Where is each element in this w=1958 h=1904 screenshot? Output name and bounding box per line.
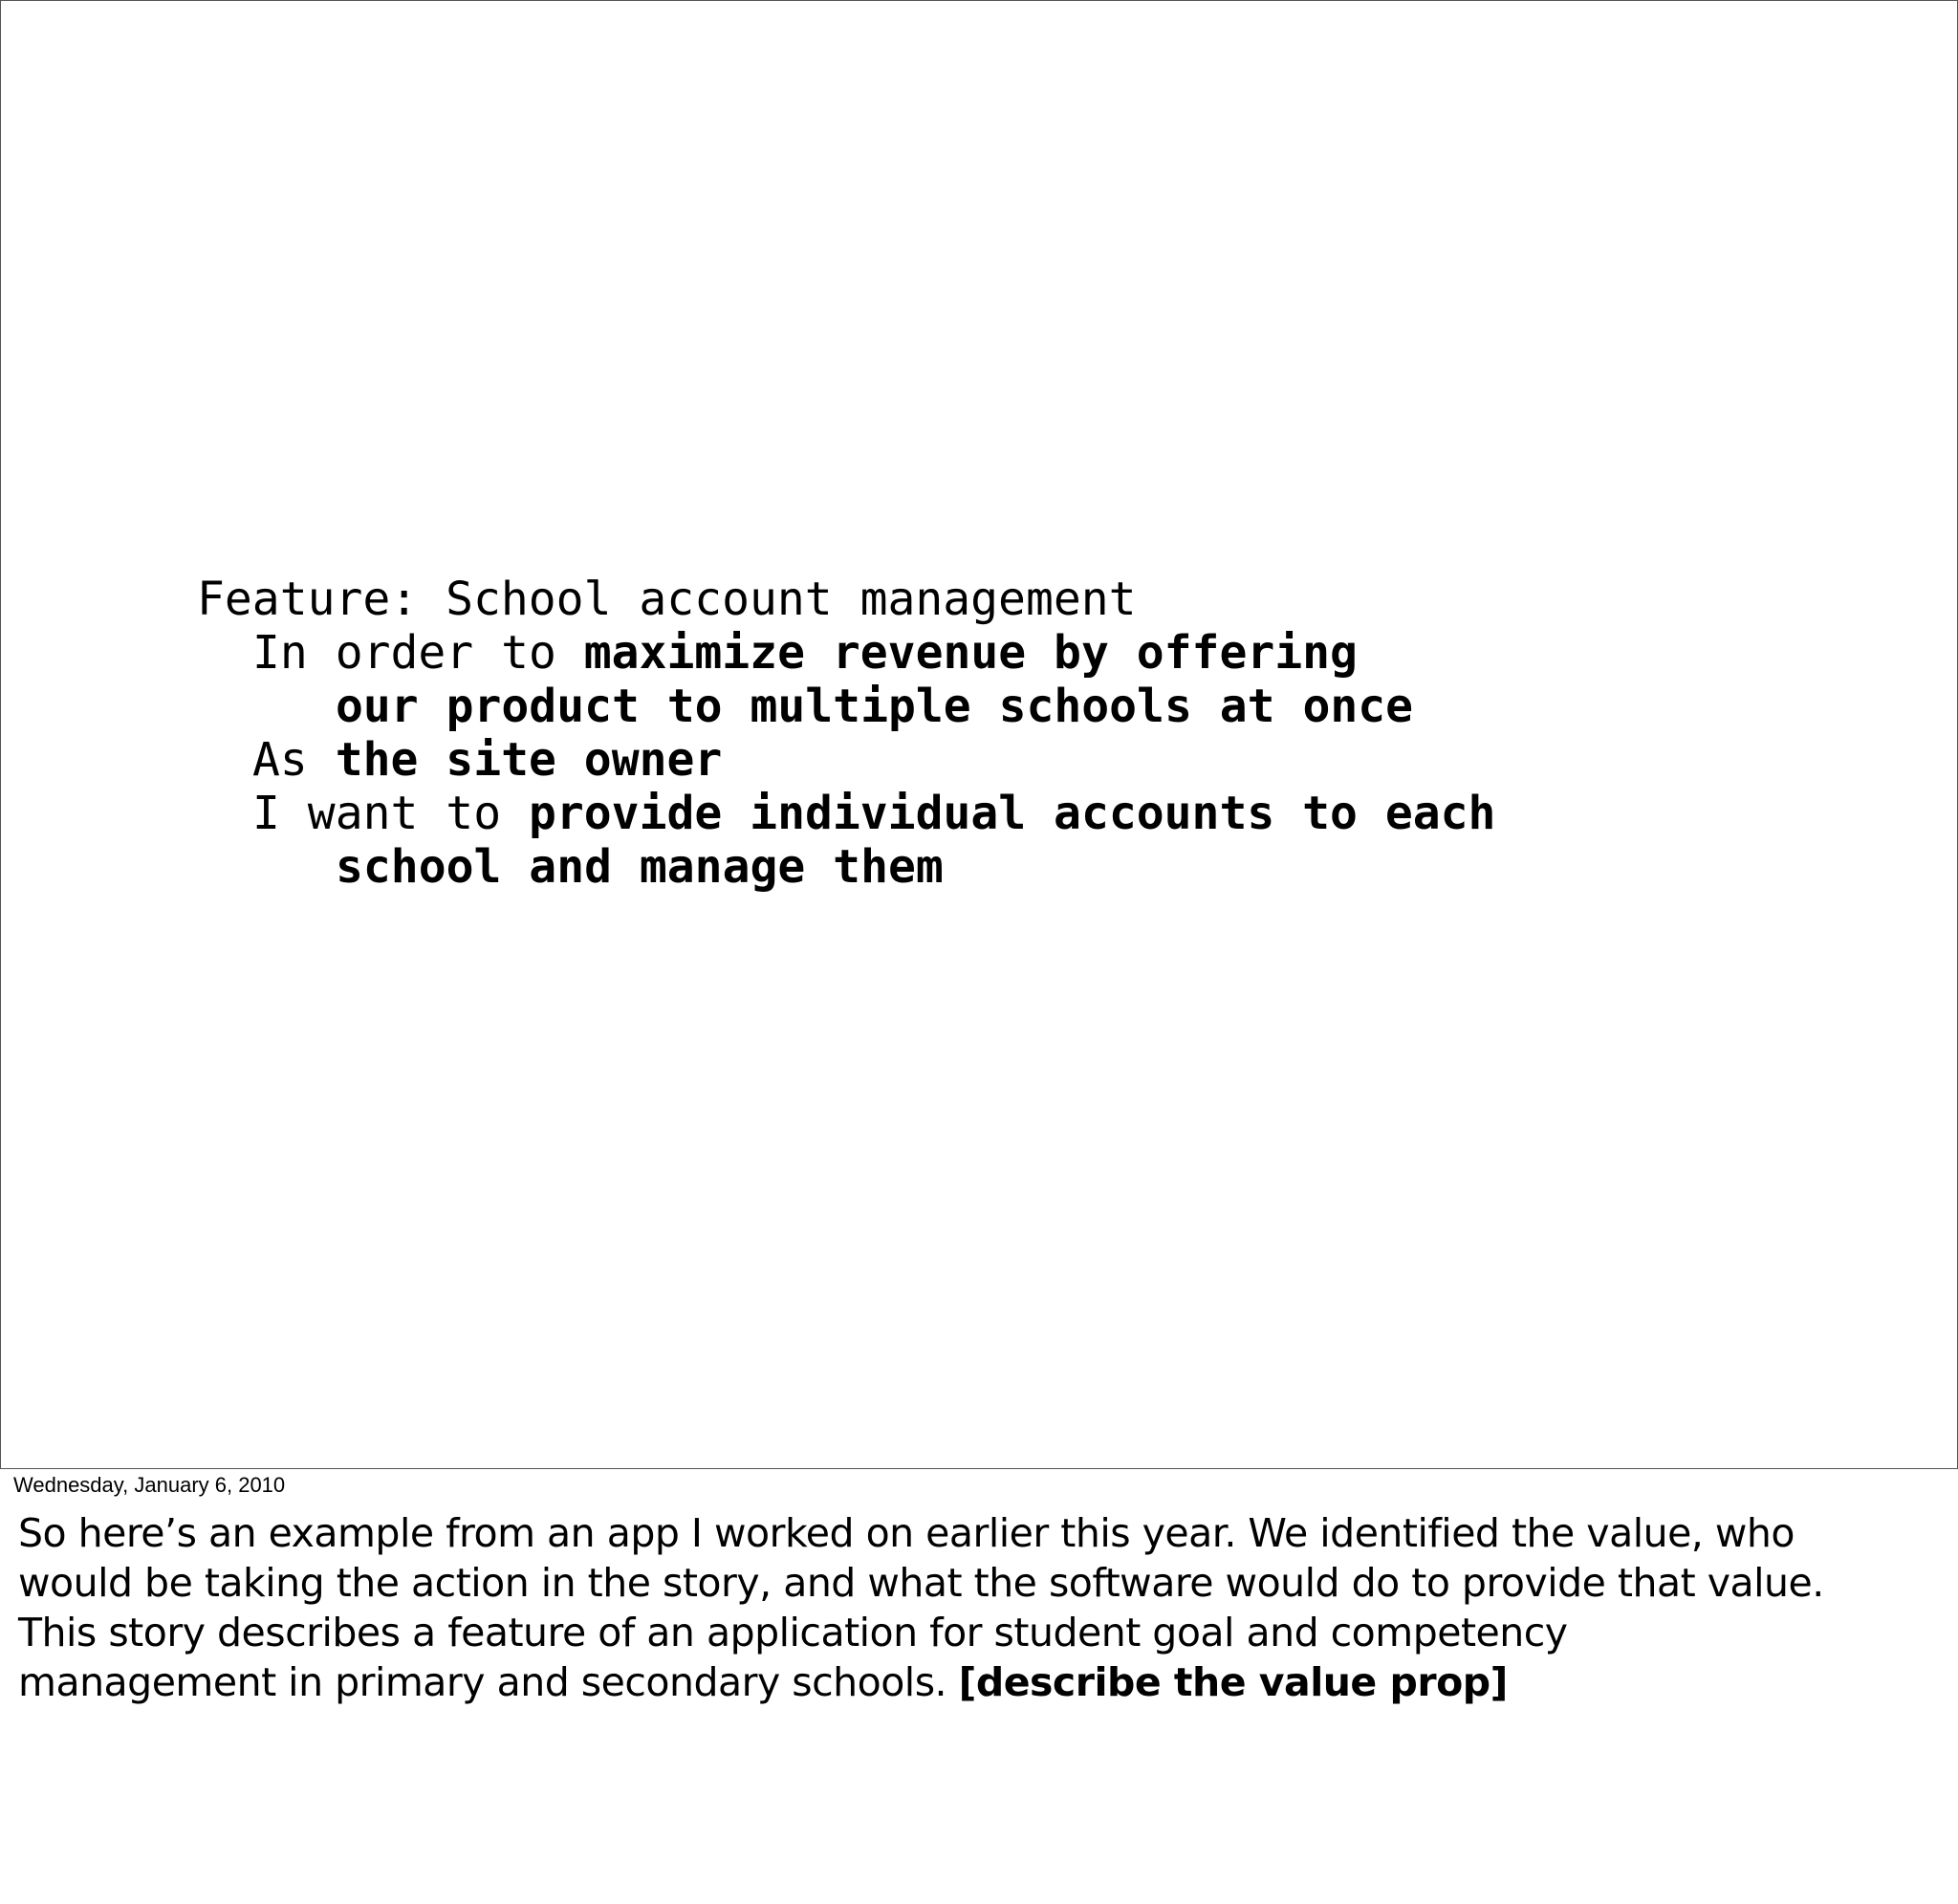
- gherkin-feature-block: [197, 573, 1495, 894]
- in-order-line: [197, 626, 1495, 680]
- in-order-value-1: maximize revenue by offering: [583, 626, 1358, 680]
- i-want-value-2: school and manage them: [336, 840, 944, 894]
- i-want-value-1: provide individual accounts to each: [528, 787, 1496, 840]
- notes-line-4: [18, 1657, 1945, 1707]
- as-role-line: [197, 733, 1495, 787]
- notes-line-2: would be taking the action in the story, and what the software would do to provide that value.: [18, 1560, 1824, 1606]
- as-prefix: As: [252, 733, 336, 787]
- notes-line-4-bold: [describe the value prop]: [958, 1659, 1508, 1705]
- as-role-value: the site owner: [335, 733, 723, 787]
- in-order-continuation-line: [197, 680, 1495, 733]
- in-order-prefix: In order to: [252, 626, 584, 680]
- feature-title: Feature: School account management: [197, 573, 1137, 626]
- notes-line-1: So here’s an example from an app I worked on earlier this year. We identified the value, who: [18, 1510, 1795, 1556]
- i-want-continuation-line: [197, 840, 1495, 894]
- notes-line-3: This story describes a feature of an application for student goal and competency: [18, 1610, 1568, 1655]
- notes-line-4-text: management in primary and secondary schools.: [18, 1659, 959, 1705]
- slide-date: Wednesday, January 6, 2010: [13, 1473, 286, 1497]
- in-order-value-2: our product to multiple schools at once: [336, 680, 1414, 733]
- speaker-notes: [18, 1508, 1945, 1707]
- i-want-prefix: I want to: [252, 787, 529, 840]
- i-want-line: [197, 787, 1495, 840]
- feature-title-line: [197, 573, 1495, 626]
